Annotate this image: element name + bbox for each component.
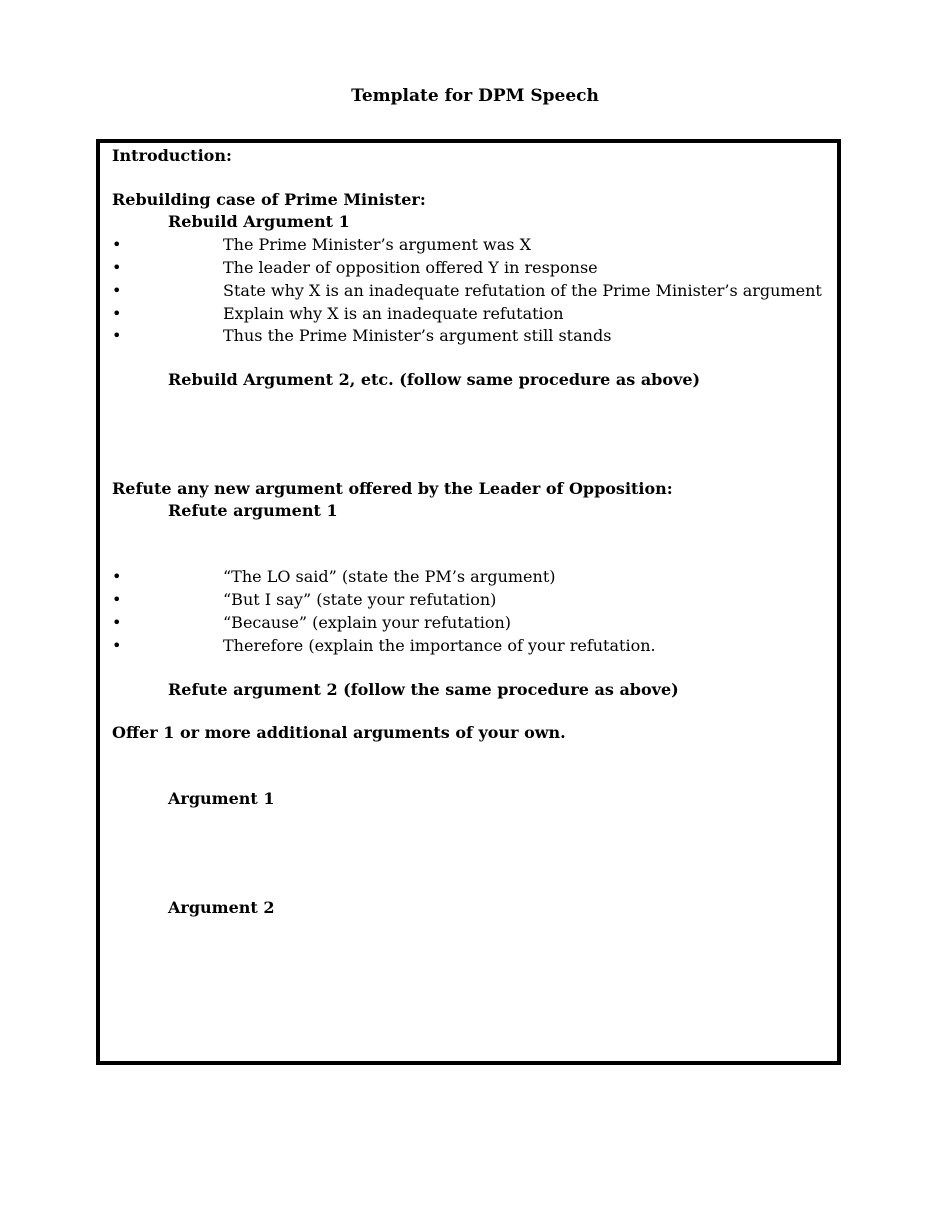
bullet-icon: • bbox=[112, 281, 122, 300]
bullet-icon: • bbox=[112, 326, 122, 345]
refute-argument-2-heading: Refute argument 2 (follow the same procedure as above) bbox=[168, 680, 679, 699]
list-item bbox=[100, 234, 837, 256]
offer-heading: Offer 1 or more additional arguments of your own. bbox=[112, 723, 566, 742]
page-title: Template for DPM Speech bbox=[351, 86, 599, 106]
list-item bbox=[100, 566, 837, 588]
bullet-icon: • bbox=[112, 613, 122, 632]
list-item-text: “The LO said” (state the PM’s argument) bbox=[223, 567, 556, 586]
argument-1-heading: Argument 1 bbox=[168, 789, 275, 808]
bullet-icon: • bbox=[112, 636, 122, 655]
rebuild-heading: Rebuilding case of Prime Minister: bbox=[112, 190, 426, 209]
list-item bbox=[100, 257, 837, 279]
list-item-text: “Because” (explain your refutation) bbox=[223, 613, 512, 632]
list-item bbox=[100, 612, 837, 634]
list-item-text: The leader of opposition offered Y in response bbox=[223, 258, 598, 277]
bullet-icon: • bbox=[112, 235, 122, 254]
list-item-text: Thus the Prime Minister’s argument still stands bbox=[223, 326, 612, 345]
list-item bbox=[100, 280, 837, 302]
list-item-text: The Prime Minister’s argument was X bbox=[223, 235, 531, 254]
list-item bbox=[100, 325, 837, 347]
introduction-heading: Introduction: bbox=[112, 146, 232, 165]
argument-2-heading: Argument 2 bbox=[168, 898, 275, 917]
template-box bbox=[96, 139, 841, 1065]
list-item-text: State why X is an inadequate refutation of the Prime Minister’s argument bbox=[223, 281, 822, 300]
rebuild-argument-2-heading: Rebuild Argument 2, etc. (follow same procedure as above) bbox=[168, 370, 701, 389]
list-item-text: Explain why X is an inadequate refutation bbox=[223, 304, 564, 323]
rebuild-argument-1-heading: Rebuild Argument 1 bbox=[168, 212, 350, 231]
refute-heading: Refute any new argument offered by the Leader of Opposition: bbox=[112, 479, 673, 498]
list-item-text: “But I say” (state your refutation) bbox=[223, 590, 497, 609]
list-item bbox=[100, 589, 837, 611]
bullet-icon: • bbox=[112, 567, 122, 586]
bullet-icon: • bbox=[112, 258, 122, 277]
bullet-icon: • bbox=[112, 304, 122, 323]
list-item bbox=[100, 635, 837, 657]
refute-argument-1-heading: Refute argument 1 bbox=[168, 501, 338, 520]
list-item-text: Therefore (explain the importance of your refutation. bbox=[223, 636, 656, 655]
list-item bbox=[100, 303, 837, 325]
bullet-icon: • bbox=[112, 590, 122, 609]
